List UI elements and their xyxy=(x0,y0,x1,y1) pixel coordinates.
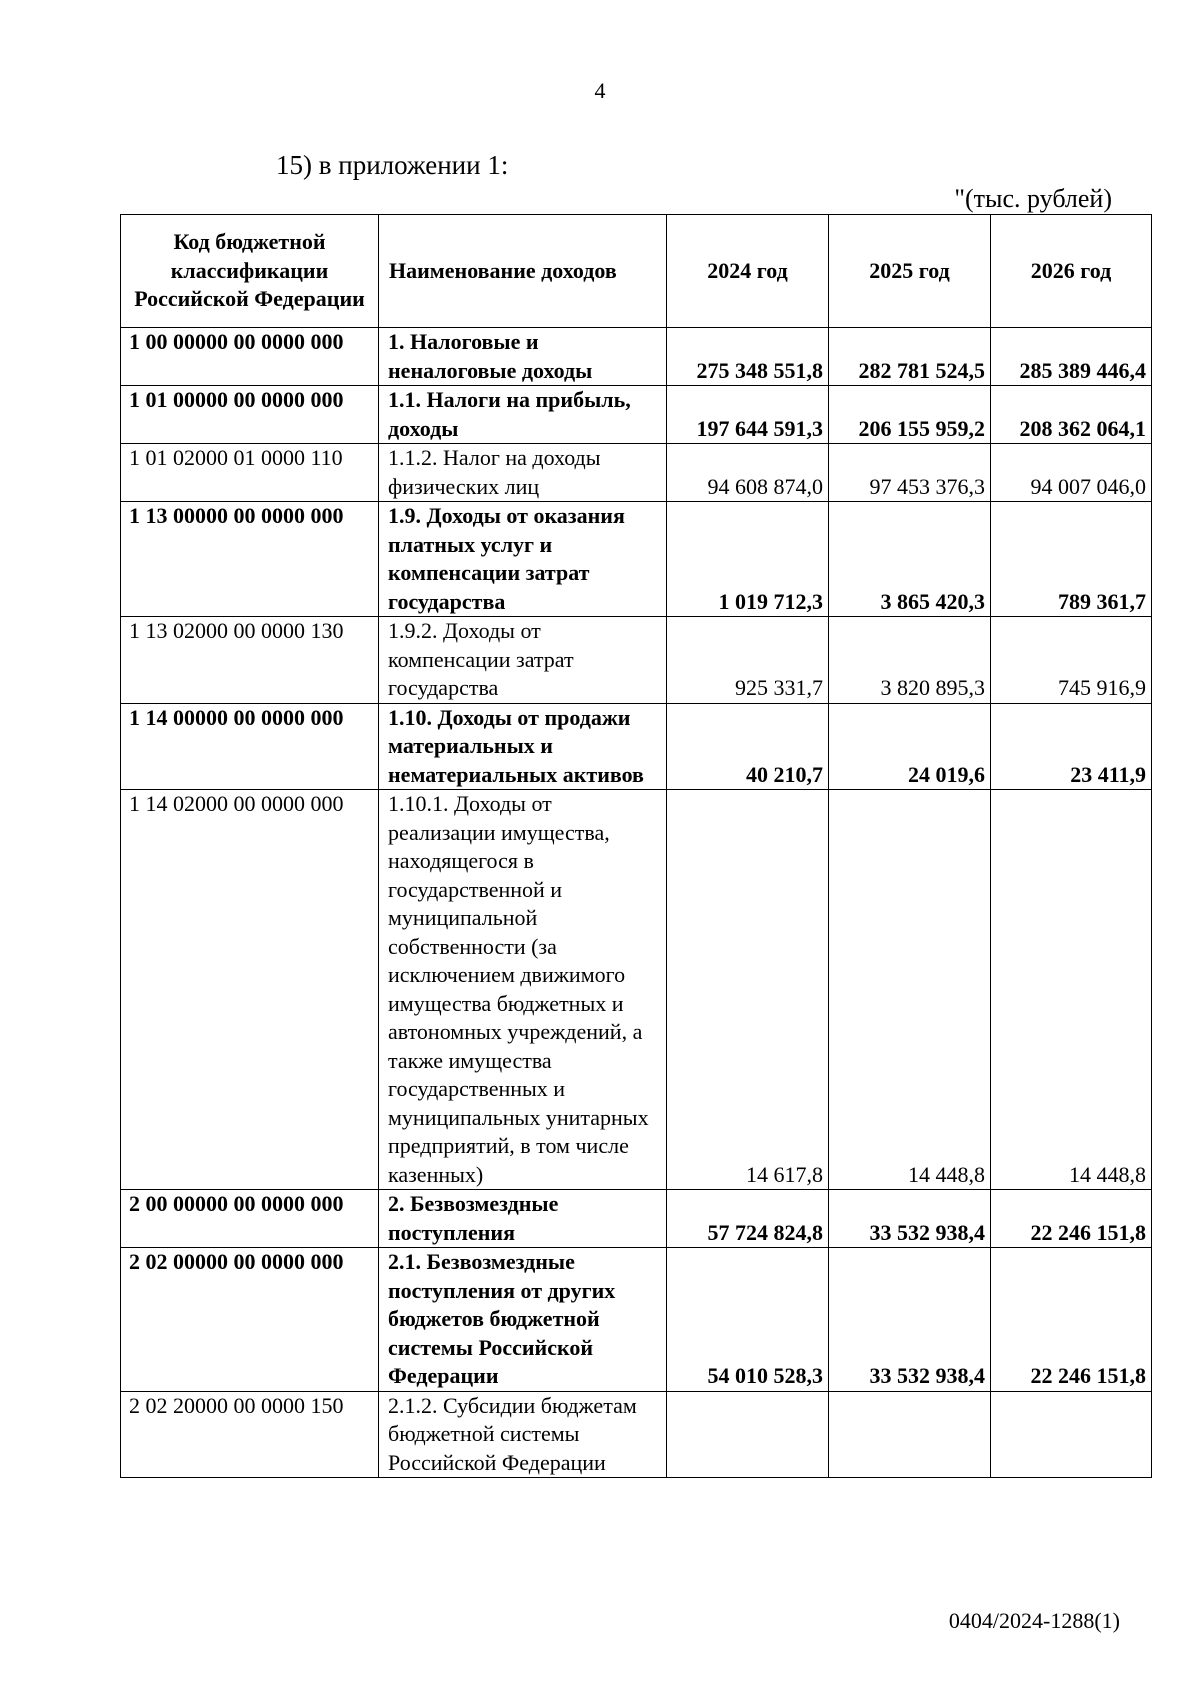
table-row xyxy=(121,328,1152,386)
revenue-name-cell: 2.1. Безвозмездные поступления от других бюджетов бюджетной системы Российской Федерации xyxy=(379,1248,667,1392)
value-2025-cell: 97 453 376,3 xyxy=(829,444,991,502)
table-row xyxy=(121,1190,1152,1248)
value-2024-cell: 925 331,7 xyxy=(667,617,829,704)
value-2026-cell: 14 448,8 xyxy=(991,790,1152,1190)
value-2026-cell: 22 246 151,8 xyxy=(991,1248,1152,1392)
value-2024-cell: 14 617,8 xyxy=(667,790,829,1190)
budget-code-cell: 1 01 02000 01 0000 110 xyxy=(121,444,379,502)
revenue-name-cell: 2.1.2. Субсидии бюджетам бюджетной системы Российской Федерации xyxy=(379,1391,667,1478)
value-2026-cell: 208 362 064,1 xyxy=(991,386,1152,444)
value-2026-cell: 23 411,9 xyxy=(991,703,1152,790)
revenue-name-cell: 1.10. Доходы от продажи материальных и нематериальных активов xyxy=(379,703,667,790)
table-header-row xyxy=(121,215,1152,328)
value-2026-cell: 745 916,9 xyxy=(991,617,1152,704)
budget-code-cell: 2 02 20000 00 0000 150 xyxy=(121,1391,379,1478)
table-row xyxy=(121,444,1152,502)
value-2024-cell: 57 724 824,8 xyxy=(667,1190,829,1248)
revenue-name-cell: 2. Безвозмездные поступления xyxy=(379,1190,667,1248)
value-2026-cell: 94 007 046,0 xyxy=(991,444,1152,502)
header-2024: 2024 год xyxy=(667,215,829,328)
budget-code-cell: 1 13 02000 00 0000 130 xyxy=(121,617,379,704)
table-row xyxy=(121,1248,1152,1392)
table-body xyxy=(121,328,1152,1478)
revenue-name-cell: 1.1.2. Налог на доходы физических лиц xyxy=(379,444,667,502)
value-2025-cell: 206 155 959,2 xyxy=(829,386,991,444)
value-2024-cell: 40 210,7 xyxy=(667,703,829,790)
header-code: Код бюджетной классификации Российской Федерации xyxy=(121,215,379,328)
value-2026-cell: 22 246 151,8 xyxy=(991,1190,1152,1248)
revenue-name-cell: 1.1. Налоги на прибыль, доходы xyxy=(379,386,667,444)
intro-text: 15) в приложении 1: xyxy=(276,150,509,180)
budget-code-cell: 1 00 00000 00 0000 000 xyxy=(121,328,379,386)
revenue-name-cell: 1. Налоговые и неналоговые доходы xyxy=(379,328,667,386)
budget-code-cell: 1 13 00000 00 0000 000 xyxy=(121,502,379,617)
value-2025-cell: 24 019,6 xyxy=(829,703,991,790)
value-2025-cell: 282 781 524,5 xyxy=(829,328,991,386)
value-2025-cell: 33 532 938,4 xyxy=(829,1190,991,1248)
value-2024-cell xyxy=(667,1391,829,1478)
revenue-table xyxy=(120,214,1152,1478)
table-row xyxy=(121,790,1152,1190)
budget-code-cell: 2 00 00000 00 0000 000 xyxy=(121,1190,379,1248)
table-row xyxy=(121,617,1152,704)
value-2025-cell: 14 448,8 xyxy=(829,790,991,1190)
value-2025-cell: 33 532 938,4 xyxy=(829,1248,991,1392)
value-2024-cell: 94 608 874,0 xyxy=(667,444,829,502)
revenue-name-cell: 1.10.1. Доходы от реализации имущества, находящегося в государственной и муниципальной собственности (за исключением движимого имущества бюджетных и автономных учреждений, а также имущества государственных и муниципальных унитарных предприятий, в том числе казенных) xyxy=(379,790,667,1190)
budget-code-cell: 1 14 02000 00 0000 000 xyxy=(121,790,379,1190)
header-2025: 2025 год xyxy=(829,215,991,328)
page-number: 4 xyxy=(594,78,606,103)
value-2024-cell: 275 348 551,8 xyxy=(667,328,829,386)
budget-code-cell: 2 02 00000 00 0000 000 xyxy=(121,1248,379,1392)
value-2024-cell: 1 019 712,3 xyxy=(667,502,829,617)
budget-code-cell: 1 14 00000 00 0000 000 xyxy=(121,703,379,790)
value-2026-cell: 285 389 446,4 xyxy=(991,328,1152,386)
value-2026-cell: 789 361,7 xyxy=(991,502,1152,617)
value-2024-cell: 54 010 528,3 xyxy=(667,1248,829,1392)
table-row xyxy=(121,703,1152,790)
table-row xyxy=(121,1391,1152,1478)
table-row xyxy=(121,386,1152,444)
value-2025-cell xyxy=(829,1391,991,1478)
value-2025-cell: 3 865 420,3 xyxy=(829,502,991,617)
budget-code-cell: 1 01 00000 00 0000 000 xyxy=(121,386,379,444)
value-2026-cell xyxy=(991,1391,1152,1478)
document-id: 0404/2024-1288(1) xyxy=(948,1608,1120,1633)
header-name: Наименование доходов xyxy=(379,215,667,328)
revenue-name-cell: 1.9.2. Доходы от компенсации затрат государства xyxy=(379,617,667,704)
header-2026: 2026 год xyxy=(991,215,1152,328)
value-2025-cell: 3 820 895,3 xyxy=(829,617,991,704)
units-note: "(тыс. рублей) xyxy=(954,184,1112,213)
value-2024-cell: 197 644 591,3 xyxy=(667,386,829,444)
revenue-name-cell: 1.9. Доходы от оказания платных услуг и компенсации затрат государства xyxy=(379,502,667,617)
table-row xyxy=(121,502,1152,617)
